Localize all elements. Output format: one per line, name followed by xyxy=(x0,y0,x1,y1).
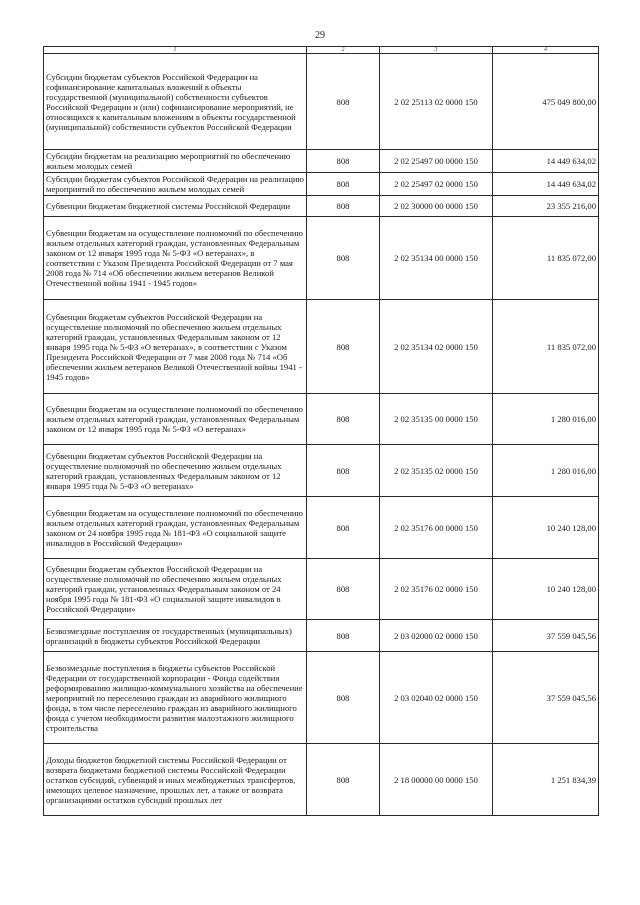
row-admin-code: 808 xyxy=(307,173,380,196)
table-row xyxy=(44,196,599,217)
row-admin-code: 808 xyxy=(307,54,380,150)
row-name: Субсидии бюджетам на реализацию мероприятий по обеспечению жильем молодых семей xyxy=(44,150,307,173)
table-row xyxy=(44,394,599,445)
row-name: Безвозмездные поступления в бюджеты субъектов Российской Федерации от государственной корпорации - Фонда содействия реформированию жилищно-коммунального хозяйства на обеспечение мероприятий по переселению граждан из аварийного жилищного фонда, в том числе переселению граждан из аварийного жилищного фонда с учетом необходимости развития малоэтажного жилищного строительства xyxy=(44,652,307,744)
row-admin-code: 808 xyxy=(307,394,380,445)
table-row xyxy=(44,54,599,150)
column-number-row xyxy=(44,47,599,54)
table-row xyxy=(44,497,599,559)
row-admin-code: 808 xyxy=(307,445,380,497)
table-row xyxy=(44,217,599,300)
row-amount: 23 355 216,00 xyxy=(493,196,599,217)
table-row xyxy=(44,150,599,173)
row-amount: 10 240 128,00 xyxy=(493,497,599,559)
row-amount: 37 559 045,56 xyxy=(493,652,599,744)
row-name: Субвенции бюджетам субъектов Российской Федерации на осуществление полномочий по обеспечению жильем отдельных категорий граждан, установленных Федеральным законом от 12 января 1995 года № 5-ФЗ «О ветеранах», в соответствии с Указом Президента Российской Федерации от 7 мая 2008 года № 714 «Об обеспечении жильем ветеранов Великой Отечественной войны 1941 - 1945 годов» xyxy=(44,300,307,394)
row-amount: 475 049 800,00 xyxy=(493,54,599,150)
row-name: Субвенции бюджетам на осуществление полномочий по обеспечению жильем отдельных категорий граждан, установленных Федеральным законом от 12 января 1995 года № 5-ФЗ «О ветеранах» xyxy=(44,394,307,445)
table-row xyxy=(44,652,599,744)
row-budget-code: 2 02 35134 00 0000 150 xyxy=(380,217,493,300)
table-row xyxy=(44,445,599,497)
row-admin-code: 808 xyxy=(307,300,380,394)
row-name: Субсидии бюджетам субъектов Российской Федерации на софинансирование капитальных вложений в объекты государственной (муниципальной) собственности субъектов Российской Федерации и (или) софинансирование мероприятий, не относящихся к капитальным вложениям в объекты государственной (муниципальной) собственности субъектов Российской Федерации xyxy=(44,54,307,150)
column-number: 3 xyxy=(380,47,493,54)
table-row xyxy=(44,173,599,196)
row-budget-code: 2 02 35176 00 0000 150 xyxy=(380,497,493,559)
column-number: 2 xyxy=(307,47,380,54)
row-name: Субвенции бюджетам субъектов Российской Федерации на осуществление полномочий по обеспечению жильем отдельных категорий граждан, установленных Федеральным законом от 24 ноября 1995 года № 181-ФЗ «О социальной защите инвалидов в Российской Федерации» xyxy=(44,559,307,620)
row-name: Субвенции бюджетам бюджетной системы Российской Федерации xyxy=(44,196,307,217)
row-admin-code: 808 xyxy=(307,196,380,217)
row-budget-code: 2 02 35135 02 0000 150 xyxy=(380,445,493,497)
row-budget-code: 2 03 02000 02 0000 150 xyxy=(380,620,493,652)
row-amount: 14 449 634,02 xyxy=(493,150,599,173)
row-budget-code: 2 02 25113 02 0000 150 xyxy=(380,54,493,150)
row-admin-code: 808 xyxy=(307,620,380,652)
row-amount: 1 280 016,00 xyxy=(493,394,599,445)
row-budget-code: 2 03 02040 02 0000 150 xyxy=(380,652,493,744)
row-amount: 11 835 072,00 xyxy=(493,217,599,300)
column-number: 1 xyxy=(44,47,307,54)
row-budget-code: 2 02 30000 00 0000 150 xyxy=(380,196,493,217)
budget-revenue-table xyxy=(43,46,599,816)
row-budget-code: 2 02 25497 02 0000 150 xyxy=(380,173,493,196)
row-name: Безвозмездные поступления от государственных (муниципальных) организаций в бюджеты субъектов Российской Федерации xyxy=(44,620,307,652)
row-amount: 14 449 634,02 xyxy=(493,173,599,196)
table-row xyxy=(44,620,599,652)
row-admin-code: 808 xyxy=(307,497,380,559)
table-body xyxy=(44,47,599,816)
row-budget-code: 2 02 35135 00 0000 150 xyxy=(380,394,493,445)
row-name: Субсидии бюджетам субъектов Российской Федерации на реализацию мероприятий по обеспечению жильем молодых семей xyxy=(44,173,307,196)
table-row xyxy=(44,744,599,816)
row-admin-code: 808 xyxy=(307,559,380,620)
row-name: Субвенции бюджетам субъектов Российской Федерации на осуществление полномочий по обеспечению жильем отдельных категорий граждан, установленных Федеральным законом от 12 января 1995 года № 5-ФЗ «О ветеранах» xyxy=(44,445,307,497)
column-number: 4 xyxy=(493,47,599,54)
page-number: 29 xyxy=(315,30,325,41)
row-amount: 1 251 834,39 xyxy=(493,744,599,816)
row-name: Субвенции бюджетам на осуществление полномочий по обеспечению жильем отдельных категорий граждан, установленных Федеральным законом от 24 ноября 1995 года № 181-ФЗ «О социальной защите инвалидов в Российской Федерации» xyxy=(44,497,307,559)
row-amount: 10 240 128,00 xyxy=(493,559,599,620)
row-name: Субвенции бюджетам на осуществление полномочий по обеспечению жильем отдельных категорий граждан, установленных Федеральным законом от 12 января 1995 года № 5-ФЗ «О ветеранах», в соответствии с Указом Президента Российской Федерации от 7 мая 2008 года № 714 «Об обеспечении жильем ветеранов Великой Отечественной войны 1941 - 1945 годов» xyxy=(44,217,307,300)
table-row xyxy=(44,559,599,620)
row-budget-code: 2 02 25497 00 0000 150 xyxy=(380,150,493,173)
row-amount: 37 559 045,56 xyxy=(493,620,599,652)
row-admin-code: 808 xyxy=(307,217,380,300)
row-amount: 1 280 016,00 xyxy=(493,445,599,497)
row-budget-code: 2 02 35176 02 0000 150 xyxy=(380,559,493,620)
row-amount: 11 835 072,00 xyxy=(493,300,599,394)
row-budget-code: 2 02 35134 02 0000 150 xyxy=(380,300,493,394)
table-row xyxy=(44,300,599,394)
row-admin-code: 808 xyxy=(307,150,380,173)
row-budget-code: 2 18 00000 00 0000 150 xyxy=(380,744,493,816)
row-admin-code: 808 xyxy=(307,744,380,816)
row-name: Доходы бюджетов бюджетной системы Российской Федерации от возврата бюджетами бюджетной системы Российской Федерации остатков субсидий, субвенций и иных межбюджетных трансфертов, имеющих целевое назначение, прошлых лет, а также от возврата организациями остатков субсидий прошлых лет xyxy=(44,744,307,816)
row-admin-code: 808 xyxy=(307,652,380,744)
